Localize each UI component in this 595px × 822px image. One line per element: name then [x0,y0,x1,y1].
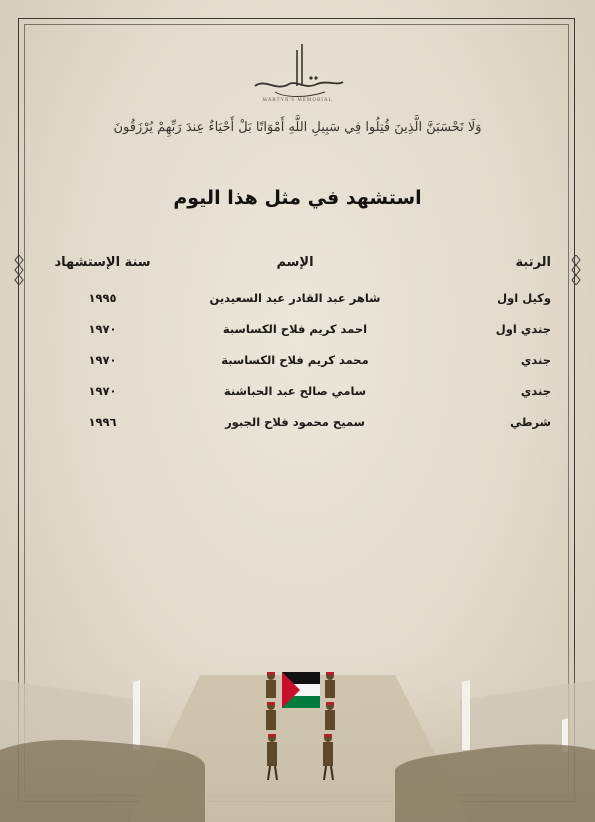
flag-coffin-icon [282,672,320,708]
quran-verse: وَلَا تَحْسَبَنَّ الَّذِينَ قُتِلُوا فِي سَبِيلِ اللَّهِ أَمْوَاتًا بَلْ أَحْيَاءٌ عِندَ رَبِّهِمْ يُرْزَقُونَ [113,120,482,135]
rank-cell: وكيل اول [497,291,551,305]
name-cell: محمد كريم فلاح الكساسبة [221,353,369,367]
rank-cell: جندي [520,353,551,367]
year-cell: ١٩٧٠ [88,353,117,367]
col-name-header: الإسم [276,255,314,270]
table-row [40,384,555,415]
rank-cell: شرطي [510,415,551,429]
rank-cell: جندي [520,384,551,398]
year-cell: ١٩٧٠ [88,322,117,336]
martyrs-table [40,255,555,446]
left-ornament-icon [14,255,24,285]
table-row [40,415,555,446]
table-row [40,291,555,322]
page-title: استشهد في مثل هذا اليوم [173,187,422,209]
right-ornament-icon [571,255,581,285]
name-cell: سامي صالح عبد الحباشنة [223,384,367,398]
rank-cell: جندي اول [495,322,551,336]
table-header [40,255,555,291]
year-cell: ١٩٩٦ [88,415,117,429]
year-cell: ١٩٧٠ [88,384,117,398]
name-cell: احمد كريم فلاح الكساسبة [222,322,368,336]
logo-subtitle: MARTYR'S MEMORIAL [262,98,333,103]
name-cell: شاهر عبد القادر عيد السعيدين [209,291,381,305]
funeral-procession-image [0,640,595,822]
name-cell: سميح محمود فلاح الجبور [225,415,365,429]
table-row [40,322,555,353]
col-year-header: سنة الإستشهاد [54,255,151,270]
col-rank-header: الرتبة [515,255,551,270]
year-cell: ١٩٩٥ [88,291,117,305]
table-row [40,353,555,384]
